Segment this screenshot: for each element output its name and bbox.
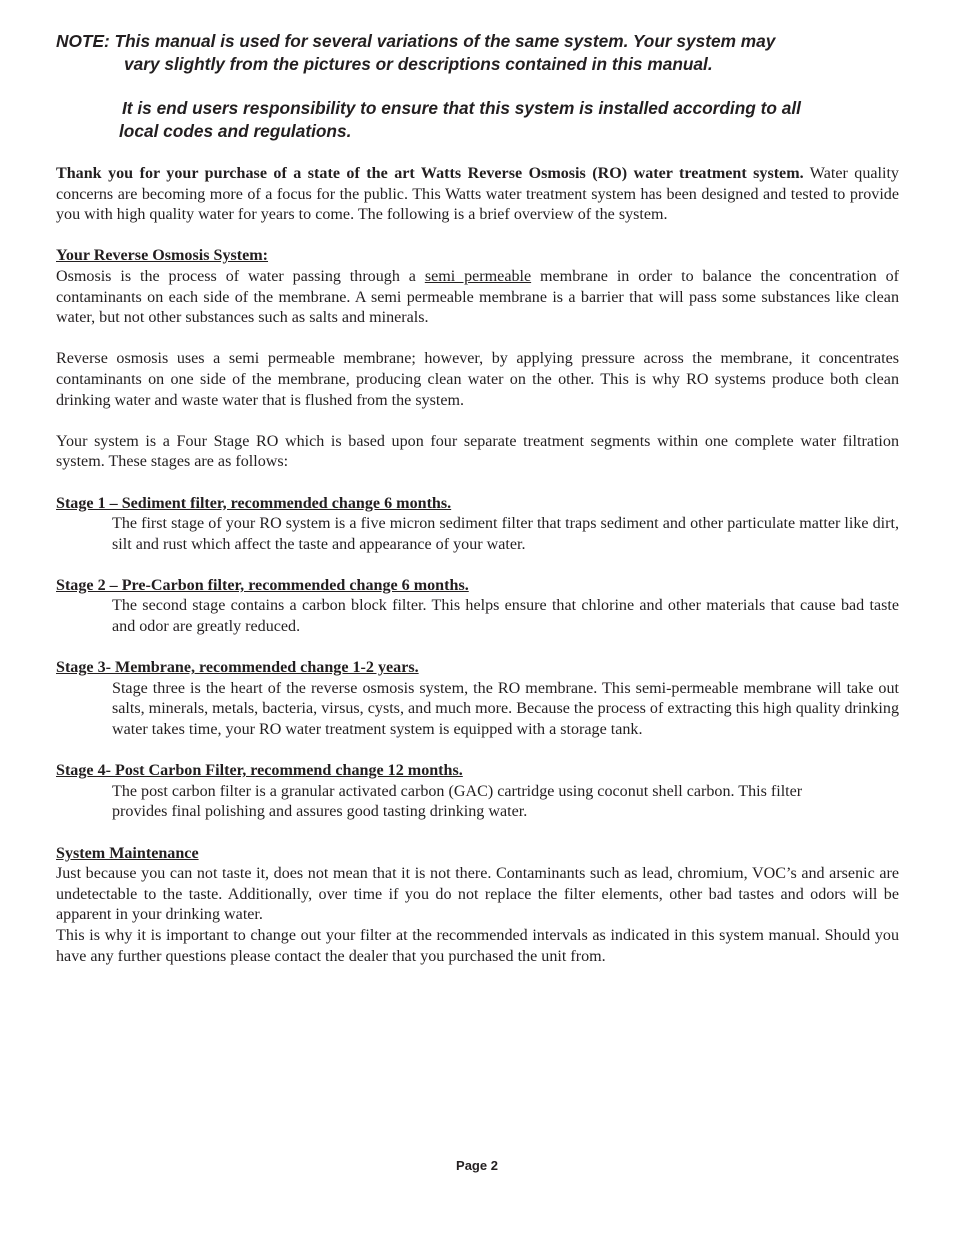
stage-2-heading: Stage 2 – Pre-Carbon filter, recommended change 6 months. — [56, 576, 469, 594]
stage-1-heading: Stage 1 – Sediment filter, recommended change 6 months. — [56, 494, 452, 512]
note-line-1: NOTE: This manual is used for several variations of the same system. Your system may — [56, 31, 776, 51]
p1-before: Osmosis is the process of water passing through a — [56, 267, 425, 285]
maintenance-paragraph-1: Just because you can not taste it, does not mean that it is not there. Contaminants such as lead, chromium, VOC’s and arsenic are undetectable to the taste. Additionally, over time if you do not replace the filter elements, other bad tastes and odors will be apparent in your drinking water. — [56, 865, 899, 924]
maintenance-heading: System Maintenance — [56, 844, 199, 862]
ro-system-paragraph-3: Your system is a Four Stage RO which is based upon four separate treatment segments within one complete water filtration system. These stages are as follows: — [56, 432, 899, 471]
stage-3-heading: Stage 3- Membrane, recommended change 1-2 years. — [56, 659, 419, 677]
manual-body — [56, 164, 899, 967]
note-block — [56, 30, 916, 142]
stage-4-text-line-2: provides final polishing and assures good tasting drinking water. — [112, 803, 528, 821]
ro-system-heading: Your Reverse Osmosis System: — [56, 247, 269, 265]
page-number: Page 2 — [456, 1158, 498, 1173]
stage-4-text-line-1: The post carbon filter is a granular activated carbon (GAC) cartridge using coconut shell carbon. This filter — [112, 782, 803, 800]
note-line-2: vary slightly from the pictures or descriptions contained in this manual. — [124, 53, 713, 74]
ro-system-paragraph-2: Reverse osmosis uses a semi permeable membrane; however, by applying pressure across the membrane, it concentrates contaminants on one side of the membrane, producing clean water on the other. This is why RO systems produce both clean drinking water and waste water that is flushed from the system. — [56, 350, 899, 409]
semi-permeable-term: semi permeable — [424, 267, 532, 285]
note-line-4: local codes and regulations. — [119, 120, 352, 141]
stage-1-text: The first stage of your RO system is a five micron sediment filter that traps sediment and other particulate matter like dirt, silt and rust which affect the taste and appearance of your water. — [112, 515, 899, 553]
note-line-3: It is end users responsibility to ensure that this system is installed according to all — [122, 98, 801, 118]
maintenance-paragraph-2: This is why it is important to change out your filter at the recommended intervals as indicated in this system manual. Should you have any further questions please contact the dealer that you purchased the unit from. — [56, 926, 899, 965]
p1-after: membrane in order to balance the concentration of contaminants on each side of the membrane. A semi permeable membrane is a barrier that will pass some substances like clean water, but not other substances such as salts and minerals. — [56, 267, 899, 327]
ro-system-paragraph-1 — [56, 267, 899, 329]
stage-3-text: Stage three is the heart of the reverse osmosis system, the RO membrane. This semi-permeable membrane will take out salts, minerals, metals, bacteria, virsus, cysts, and much more. Because the process of extracting this high quality drinking water takes time, your RO water treatment system is equipped with a storage tank. — [112, 679, 899, 739]
stage-2-text: The second stage contains a carbon block filter. This helps ensure that chlorine and other materials that cause bad taste and odor are greatly reduced. — [112, 597, 899, 636]
intro-bold: Thank you for your purchase of a state of the art Watts Reverse Osmosis (RO) water treatment system. — [56, 165, 804, 182]
stage-4-heading: Stage 4- Post Carbon Filter, recommend change 12 months. — [56, 762, 463, 780]
intro-rest: Water quality concerns are becoming more of a focus for the public. This Watts water treatment system has been designed and tested to provide you with high quality water for years to come. The following is a brief overview of the system. — [56, 165, 899, 224]
intro-paragraph — [56, 164, 899, 226]
